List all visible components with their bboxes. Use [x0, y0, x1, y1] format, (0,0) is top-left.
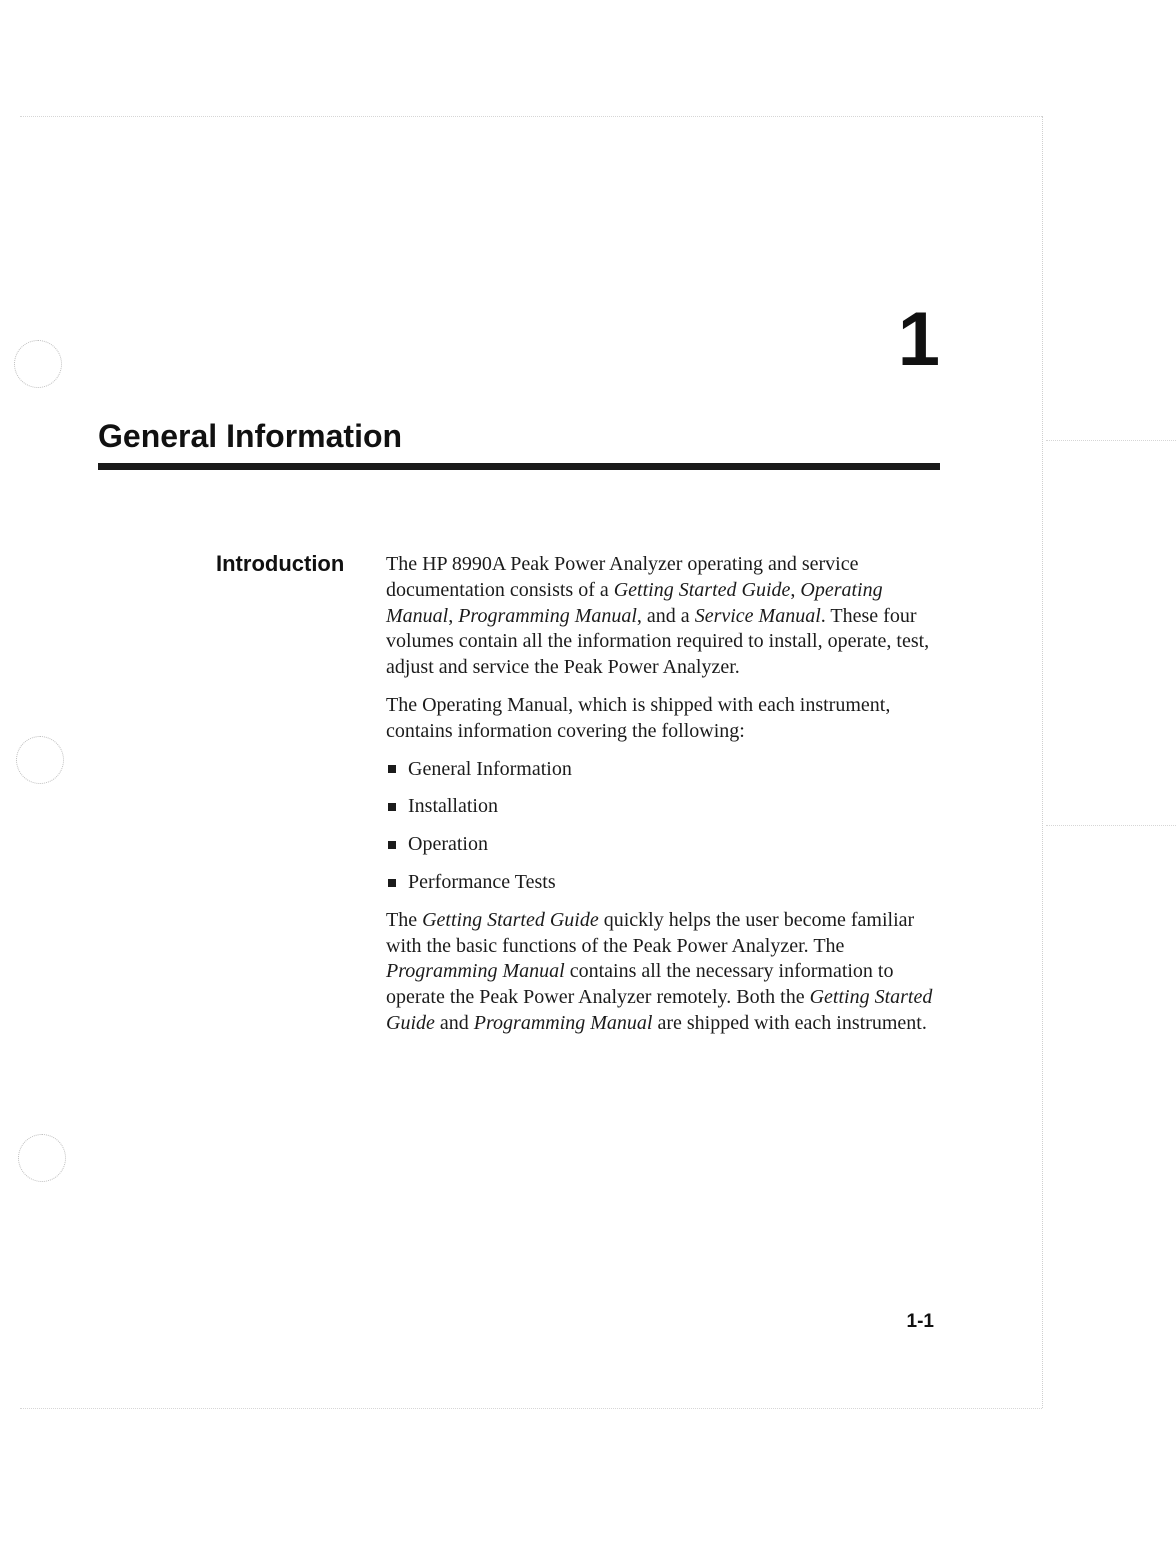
punch-hole-bottom: [18, 1134, 66, 1182]
list-item: [386, 870, 946, 896]
list-item-label: Operation: [408, 833, 488, 856]
document-title-reference: Getting Started Guide: [386, 986, 933, 1034]
page-number: 1-1: [906, 1311, 934, 1332]
topic-list: [386, 757, 946, 896]
document-title-reference: Service Manual: [694, 604, 821, 627]
document-title-reference: Programming Manual: [386, 960, 565, 983]
paragraph-2: The Operating Manual, which is shipped with each instrument, contains information covering the following:: [386, 693, 891, 742]
paragraph-1: The HP 8990A Peak Power Analyzer operating and service documentation consists of a Getting Started Guide, Operating Manual, Programming Manual, and a Service Manual. These four volumes contain all the information required to install, operate, test, adjust and service the Peak Power Analyzer.: [386, 553, 930, 679]
list-item-label: General Information: [408, 757, 572, 780]
list-item-label: Performance Tests: [408, 870, 556, 893]
bullet-icon: [388, 879, 396, 887]
document-title-reference: Programming Manual: [473, 1011, 653, 1034]
scan-mark-right-upper: [1046, 440, 1176, 441]
document-title-reference: Getting Started Guide: [613, 578, 791, 601]
document-title-reference: Getting Started Guide: [422, 908, 599, 931]
list-item-label: Installation: [408, 795, 498, 818]
chapter-title: General Information: [98, 418, 403, 454]
list-item: [386, 757, 946, 783]
document-title-reference: Programming Manual: [458, 604, 637, 627]
document-title-reference: Operating Manual: [386, 578, 883, 627]
body-text: [386, 552, 946, 1049]
scan-mark-right-lower: [1046, 825, 1176, 826]
punch-hole-top: [14, 340, 62, 388]
punch-hole-middle: [16, 736, 64, 784]
scan-border-bottom: [20, 1408, 1042, 1409]
section-heading: Introduction: [216, 551, 345, 576]
chapter-number: 1: [897, 297, 940, 382]
bullet-icon: [388, 841, 396, 849]
list-item: [386, 832, 946, 858]
bullet-icon: [388, 803, 396, 811]
scan-border-right: [1042, 116, 1043, 1408]
bullet-icon: [388, 765, 396, 773]
title-rule: [98, 463, 940, 470]
paragraph-3: The Getting Started Guide quickly helps the user become familiar with the basic functions of the Peak Power Analyzer. The Programming Manual contains all the necessary information to operate the Peak Power Analyzer remotely. Both the Getting Started Guide and Programming Manual are shipped with each instrument.: [386, 908, 933, 1034]
list-item: [386, 794, 946, 820]
scan-border-top: [20, 116, 1042, 117]
